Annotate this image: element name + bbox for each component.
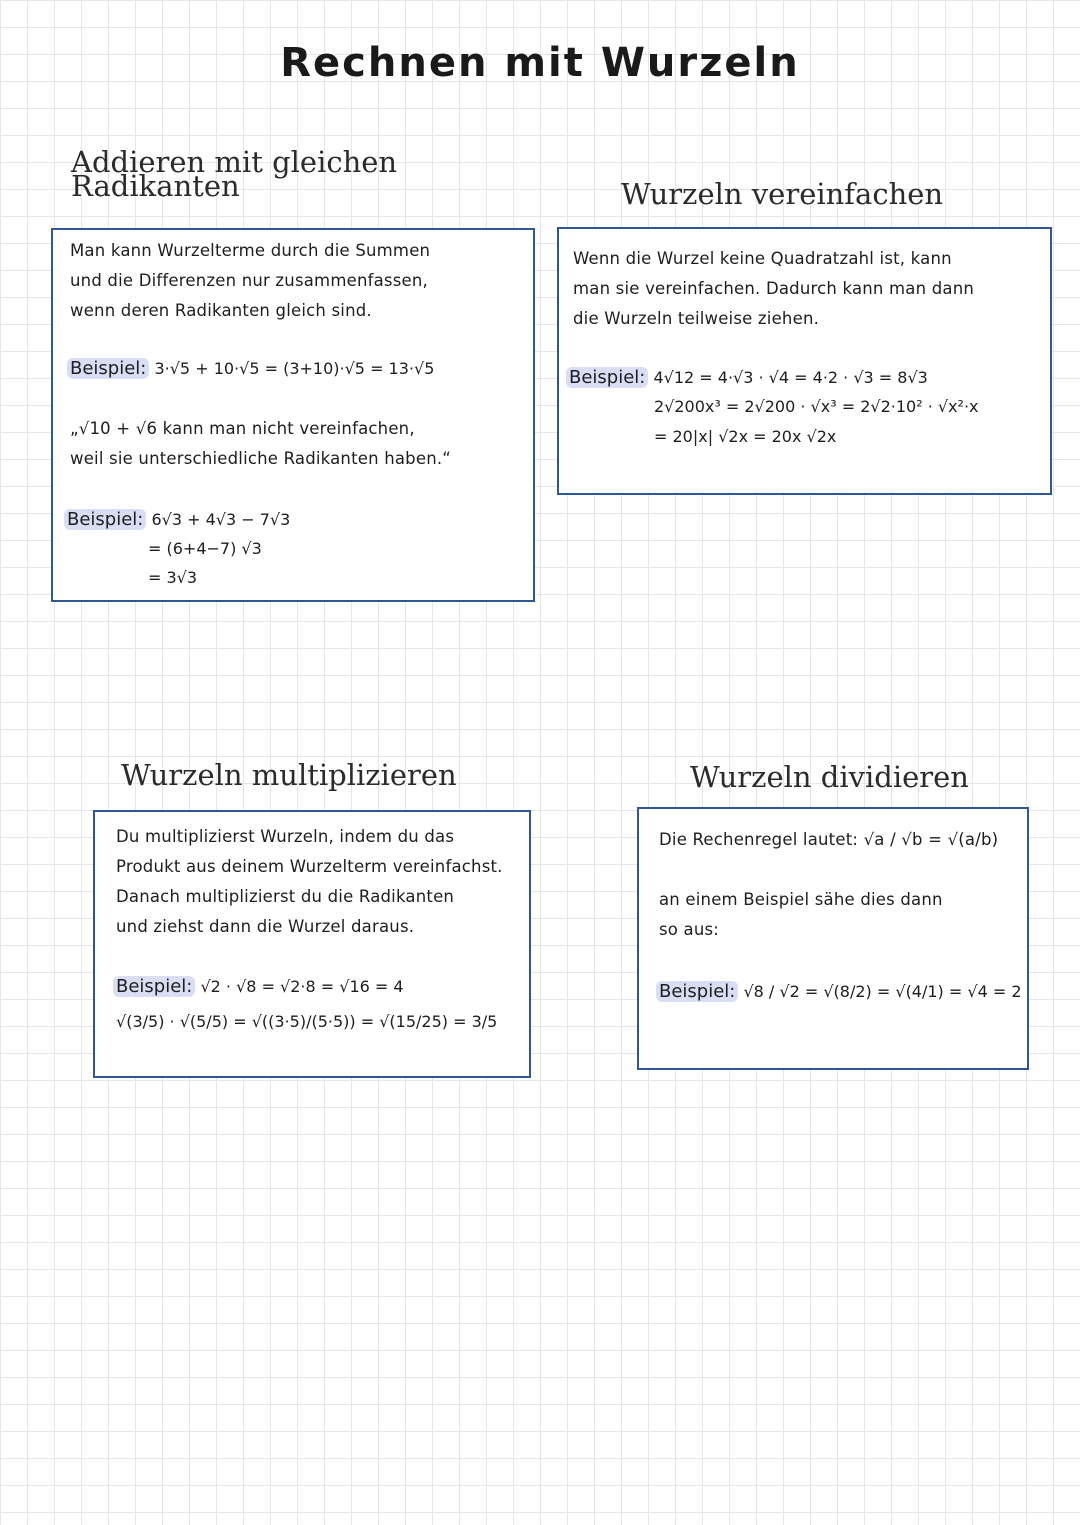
vereinfachen-box bbox=[557, 227, 1052, 495]
multiplizieren-text-line-3: Danach multiplizierst du die Radikanten bbox=[116, 887, 455, 906]
dividieren-rule-formula: √a / √b = √(a/b) bbox=[863, 830, 999, 849]
heading-vereinfachen: Wurzeln vereinfachen bbox=[621, 177, 944, 211]
vereinfachen-example-line-3: = 20|x| √2x = 20x √2x bbox=[654, 427, 837, 446]
dividieren-rule bbox=[659, 830, 998, 849]
addieren-example2-line-3: = 3√3 bbox=[148, 568, 198, 587]
vereinfachen-text-line-3: die Wurzeln teilweise ziehen. bbox=[573, 309, 820, 328]
example-label: Beispiel: bbox=[67, 358, 149, 379]
addieren-example1-formula: 3·√5 + 10·√5 = (3+10)·√5 = 13·√5 bbox=[154, 359, 435, 378]
heading-addieren bbox=[71, 145, 398, 203]
dividieren-example bbox=[659, 981, 1022, 1002]
addieren-text-line-2: und die Differenzen nur zusammenfassen, bbox=[70, 271, 428, 290]
multiplizieren-text-line-2: Produkt aus deinem Wurzelterm vereinfachst. bbox=[116, 857, 503, 876]
example-label: Beispiel: bbox=[113, 976, 195, 997]
heading-addieren-line1: Addieren mit gleichen bbox=[71, 145, 398, 179]
multiplizieren-text-line-1: Du multiplizierst Wurzeln, indem du das bbox=[116, 827, 455, 846]
addieren-example2-line-1 bbox=[67, 509, 290, 530]
addieren-quote-line-2: weil sie unterschiedliche Radikanten haben.“ bbox=[70, 449, 452, 468]
addieren-example2-line-2: = (6+4−7) √3 bbox=[148, 539, 262, 558]
example-label: Beispiel: bbox=[656, 981, 738, 1002]
addieren-text-line-3: wenn deren Radikanten gleich sind. bbox=[70, 301, 372, 320]
addieren-quote-line-1: „√10 + √6 kann man nicht vereinfachen, bbox=[70, 419, 415, 438]
multiplizieren-example-line-1 bbox=[116, 976, 404, 997]
vereinfachen-text-line-1: Wenn die Wurzel keine Quadratzahl ist, kann bbox=[573, 249, 952, 268]
heading-addieren-line2: Radikanten bbox=[71, 169, 240, 203]
example-label: Beispiel: bbox=[566, 367, 648, 388]
dividieren-text-line-2: so aus: bbox=[659, 920, 720, 939]
multiplizieren-box bbox=[93, 810, 531, 1078]
addieren-example2-formula-1: 6√3 + 4√3 − 7√3 bbox=[151, 510, 291, 529]
vereinfachen-example-line-1 bbox=[569, 367, 928, 388]
dividieren-example-formula: √8 / √2 = √(8/2) = √(4/1) = √4 = 2 bbox=[743, 982, 1022, 1001]
multiplizieren-example-formula-1: √2 · √8 = √2·8 = √16 = 4 bbox=[200, 977, 404, 996]
addieren-text-line-1: Man kann Wurzelterme durch die Summen bbox=[70, 241, 431, 260]
dividieren-rule-label: Die Rechenregel lautet: bbox=[659, 830, 859, 849]
example-label: Beispiel: bbox=[64, 509, 146, 530]
dividieren-text-line-1: an einem Beispiel sähe dies dann bbox=[659, 890, 943, 909]
heading-multiplizieren: Wurzeln multiplizieren bbox=[121, 758, 457, 792]
heading-dividieren: Wurzeln dividieren bbox=[690, 760, 969, 794]
vereinfachen-example-line-2: 2√200x³ = 2√200 · √x³ = 2√2·10² · √x²·x bbox=[654, 397, 979, 416]
vereinfachen-text-line-2: man sie vereinfachen. Dadurch kann man dann bbox=[573, 279, 975, 298]
multiplizieren-text-line-4: und ziehst dann die Wurzel daraus. bbox=[116, 917, 415, 936]
multiplizieren-example-line-2: √(3/5) · √(5/5) = √((3·5)/(5·5)) = √(15/25) = 3/5 bbox=[116, 1012, 498, 1031]
addieren-box bbox=[51, 228, 535, 602]
page-title: Rechnen mit Wurzeln bbox=[280, 40, 800, 86]
dividieren-box bbox=[637, 807, 1029, 1070]
vereinfachen-example-formula-1: 4√12 = 4·√3 · √4 = 4·2 · √3 = 8√3 bbox=[653, 368, 928, 387]
addieren-example1 bbox=[70, 358, 434, 379]
